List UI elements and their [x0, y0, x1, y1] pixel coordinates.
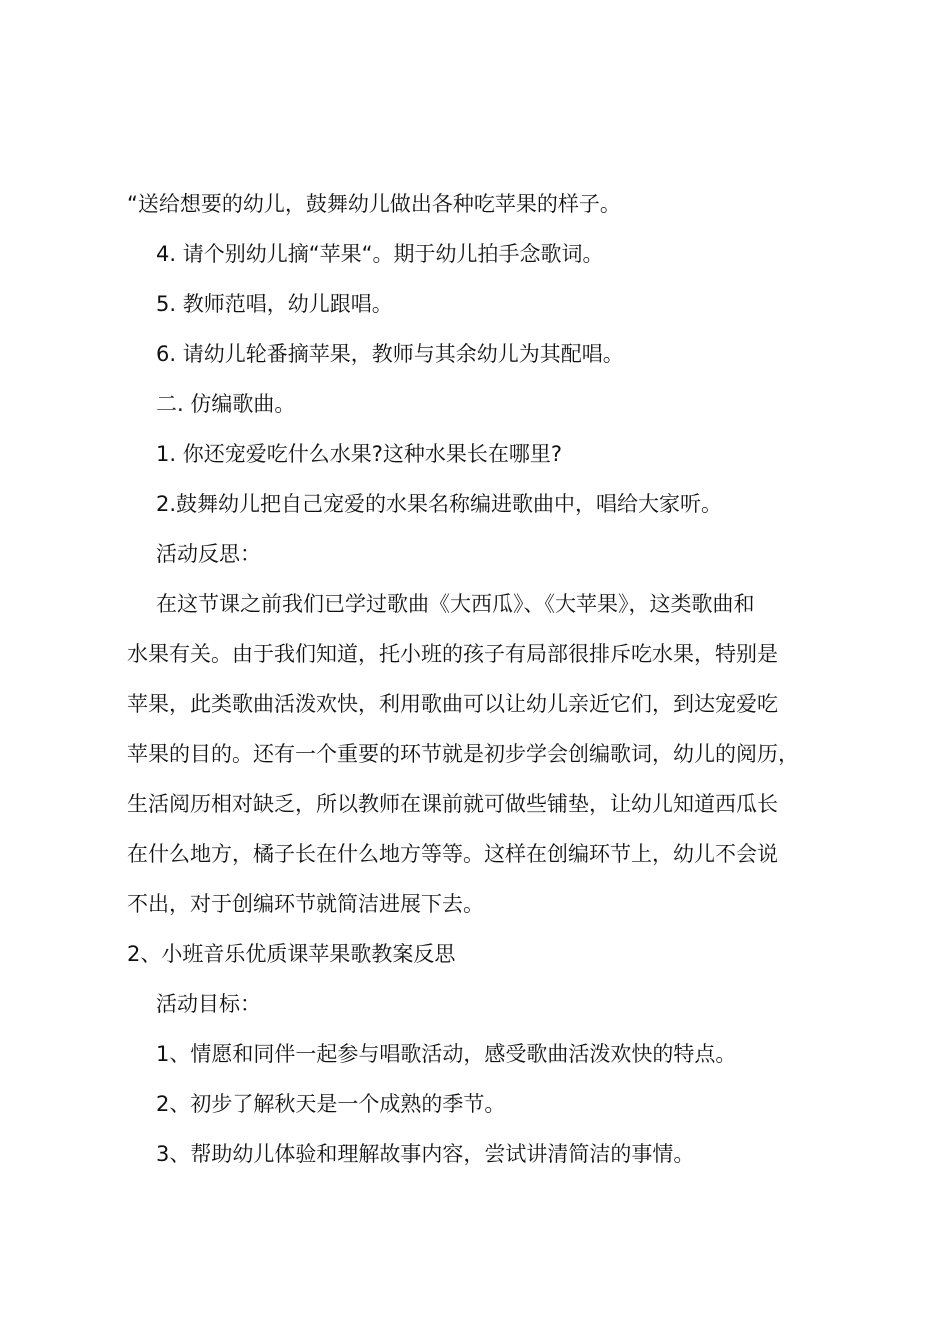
paragraph-line: 苹果的目的。还有一个重要的环节就是初步学会创编歌词，幼儿的阅历，	[127, 742, 799, 766]
text-line: 1、情愿和同伴一起参与唱歌活动，感受歌曲活泼欢快的特点。	[156, 1042, 737, 1066]
paragraph-line: 在什么地方，橘子长在什么地方等等。这样在创编环节上，幼儿不会说	[127, 842, 778, 866]
text-line: 5. 教师范唱，幼儿跟唱。	[156, 292, 393, 316]
paragraph-line: 水果有关。由于我们知道，托小班的孩子有局部很排斥吃水果，特别是	[127, 642, 778, 666]
text-line: 4. 请个别幼儿摘“苹果“。期于幼儿拍手念歌词。	[156, 242, 604, 266]
text-line: 2.鼓舞幼儿把自己宠爱的水果名称编进歌曲中，唱给大家听。	[156, 492, 723, 516]
section-heading: 二. 仿编歌曲。	[156, 392, 296, 416]
section-heading: 活动目标：	[156, 992, 261, 1016]
paragraph-line: 生活阅历相对缺乏，所以教师在课前就可做些铺垫，让幼儿知道西瓜长	[127, 792, 778, 816]
paragraph-line: 在这节课之前我们已学过歌曲《大西瓜》、《大苹果》，这类歌曲和	[156, 592, 755, 616]
text-line: 3、帮助幼儿体验和理解故事内容，尝试讲清简洁的事情。	[156, 1142, 695, 1166]
text-line: “送给想要的幼儿，鼓舞幼儿做出各种吃苹果的样子。	[127, 192, 621, 216]
text-line: 2、初步了解秋天是一个成熟的季节。	[156, 1092, 506, 1116]
text-line: 1. 你还宠爱吃什么水果?这种水果长在哪里?	[156, 442, 563, 466]
paragraph-line: 不出，对于创编环节就简洁进展下去。	[127, 892, 484, 916]
text-line: 6. 请幼儿轮番摘苹果，教师与其余幼儿为其配唱。	[156, 342, 624, 366]
paragraph-line: 苹果，此类歌曲活泼欢快，利用歌曲可以让幼儿亲近它们，到达宠爱吃	[127, 692, 778, 716]
section-title: 2、小班音乐优质课苹果歌教案反思	[127, 942, 456, 966]
section-heading: 活动反思：	[156, 542, 261, 566]
